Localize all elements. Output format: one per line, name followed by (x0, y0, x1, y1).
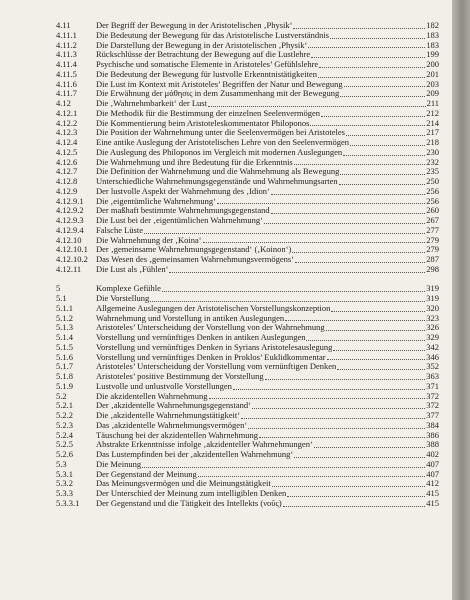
toc-entry-number: 4.12.6 (56, 157, 78, 167)
toc-entry-number: 4.12.1 (56, 108, 78, 118)
toc-entry-number: 4.12.2 (56, 118, 78, 128)
toc-entry[interactable] (56, 372, 439, 382)
toc-entry-page: 377 (426, 410, 439, 420)
toc-entry-page: 183 (426, 29, 439, 40)
toc-entry-page: 183 (426, 39, 439, 50)
toc-entry-page: 346 (426, 351, 439, 362)
dot-leader (333, 350, 425, 351)
dot-leader (292, 252, 425, 253)
toc-entry-page: 256 (426, 195, 439, 206)
dot-leader (339, 184, 426, 185)
toc-entry-title: Aristoteles’ positive Bestimmung der Vorstellung (96, 372, 264, 381)
dot-leader (294, 457, 425, 458)
toc-entry[interactable] (56, 401, 439, 411)
dot-leader (144, 233, 425, 234)
toc-entry-number: 4.11.4 (56, 60, 77, 69)
dot-leader (162, 291, 425, 292)
toc-entry-number: 5.2.5 (56, 440, 73, 450)
dot-leader (310, 125, 425, 126)
toc-entry-title: Die Definition der Wahrnehmung und die Wahrnehmung als Bewegung (96, 167, 340, 177)
toc-entry[interactable] (56, 80, 439, 90)
toc-entry-page: 329 (426, 332, 439, 342)
toc-entry-number: 5.2.4 (56, 430, 73, 440)
toc-entry-page: 277 (426, 224, 439, 235)
toc-entry[interactable] (56, 460, 439, 470)
toc-entry[interactable] (56, 206, 439, 216)
toc-entry[interactable] (56, 226, 439, 236)
toc-entry-page: 386 (426, 429, 439, 440)
dot-leader (169, 272, 425, 273)
toc-entry-page: 372 (426, 390, 439, 401)
toc-entry-title: Die Wahrnehmung der ‚Koina‘ (96, 235, 202, 245)
dot-leader (295, 262, 425, 263)
toc-entry[interactable] (56, 148, 439, 158)
toc-entry[interactable] (56, 489, 439, 499)
toc-entry[interactable] (56, 470, 439, 480)
toc-entry-title: Die Lust als ‚Fühlen‘ (96, 264, 169, 274)
toc-entry[interactable] (56, 362, 439, 372)
toc-entry-page: 260 (426, 205, 439, 216)
toc-entry-title: Die Auslegung des Philoponos im Vergleich mit modernen Auslegungen (96, 147, 343, 157)
dot-leader (326, 330, 426, 331)
toc-entry-number: 5.2.6 (56, 450, 73, 459)
dot-leader (248, 428, 425, 429)
toc-entry-page: 211 (426, 98, 439, 108)
toc-entry-page: 201 (426, 68, 439, 79)
toc-entry[interactable] (56, 431, 439, 441)
toc-entry[interactable] (56, 89, 439, 99)
dot-leader (217, 203, 425, 204)
toc-entry-page: 384 (426, 419, 439, 430)
toc-entry[interactable] (56, 158, 439, 168)
toc-entry-page: 326 (426, 322, 439, 333)
toc-entry[interactable] (56, 197, 439, 207)
toc-entry[interactable] (56, 167, 439, 177)
toc-entry[interactable] (56, 70, 439, 80)
dot-leader (287, 496, 425, 497)
toc-entry-number: 4.11.6 (56, 79, 77, 89)
dot-leader (306, 340, 425, 341)
toc-entry-page: 371 (426, 380, 439, 391)
dot-leader (314, 447, 425, 448)
toc-entry-page: 415 (426, 497, 439, 508)
toc-entry-number: 5.1.4 (56, 333, 73, 342)
toc-entry-page: 388 (426, 439, 439, 450)
toc-entry-page: 323 (426, 312, 439, 323)
toc-entry-page: 415 (426, 488, 439, 498)
toc-entry-page: 407 (426, 468, 439, 479)
toc-entry-page: 230 (426, 146, 439, 157)
toc-entry-number: 4.11.1 (56, 30, 77, 40)
toc-entry[interactable] (56, 343, 439, 353)
toc-entry-title: Die Darstellung der Bewegung in der Aristotelischen ‚Physik‘ (96, 40, 308, 50)
toc-entry-title: Der ‚akzidentelle Wahrnehmungsgegenstand‘ (96, 401, 251, 411)
toc-entry[interactable] (56, 31, 439, 41)
toc-entry-title: Das Wesen des ‚gemeinsamen Wahrnehmungsvermögens‘ (96, 255, 295, 264)
toc-entry-title: Allgemeine Auslegungen der Aristotelischen Vorstellungskonzeption (96, 303, 331, 313)
toc-entry-number: 4.12.3 (56, 128, 78, 138)
toc-entry-number: 5.1 (56, 294, 67, 303)
toc-entry-number: 5.1.5 (56, 342, 73, 352)
toc-entry-title: Die Position der Wahrnehmung unter die Seelenvermögen bei Aristoteles (96, 128, 345, 138)
toc-entry-number: 4.11 (56, 21, 71, 30)
toc-entry-title: Die ‚akzidentelle Wahrnehmungstätigkeit‘ (96, 411, 241, 420)
toc-entry-number: 5.2.3 (56, 420, 73, 430)
toc-entry-page: 214 (426, 117, 439, 128)
toc-entry-number: 5.1.6 (56, 352, 73, 362)
dot-leader (271, 213, 426, 214)
toc-entry-title: Täuschung bei der akzidentellen Wahrnehmung (96, 430, 259, 440)
dot-leader (272, 486, 426, 487)
toc-entry-number: 4.12.9.3 (56, 216, 84, 225)
toc-entry-title: Die Lust bei der ‚eigentümlichen Wahrnehmung‘ (96, 216, 263, 225)
toc-entry[interactable] (56, 294, 439, 304)
toc-entry[interactable] (56, 314, 439, 324)
dot-leader (265, 379, 426, 380)
toc-entry[interactable] (56, 128, 439, 138)
toc-entry-page: 199 (426, 49, 439, 60)
dot-leader (327, 359, 426, 360)
toc-entry[interactable] (56, 265, 439, 275)
dot-leader (233, 389, 425, 390)
toc-entry-title: Die Erwähnung der μάθησις in dem Zusammenhang mit der Bewegung (96, 89, 340, 99)
dot-leader (142, 467, 425, 468)
toc-entry-title: Der Unterschied der Meinung zum intelligiblen Denken (96, 489, 287, 498)
toc-entry-title: Rückschlüsse der Betrachtung der Bewegung auf die Lustlehre (96, 50, 311, 60)
toc-entry-title: Der lustvolle Aspekt der Wahrnehmung des ‚Idion‘ (96, 186, 270, 196)
toc-entry[interactable] (56, 138, 439, 148)
toc-entry-title: Vorstellung und vernünftiges Denken in antiken Auslegungen (96, 333, 306, 342)
dot-leader (203, 242, 426, 243)
toc-entry[interactable] (56, 236, 439, 246)
toc-entry-number: 4.12.9.1 (56, 196, 84, 206)
toc-entry-number: 5.3 (56, 459, 67, 469)
toc-entry-number: 4.12.9.2 (56, 206, 84, 216)
dot-leader (208, 106, 426, 107)
toc-entry-page: 319 (426, 283, 439, 294)
toc-entry-number: 5.3.1 (56, 469, 73, 479)
toc-entry-page: 298 (426, 263, 439, 274)
toc-entry-number: 4.12.9.4 (56, 225, 84, 235)
dot-leader (209, 398, 426, 399)
toc-entry-number: 4.12.5 (56, 147, 78, 157)
toc-entry-page: 182 (426, 20, 439, 30)
toc-entry-number: 4.12.4 (56, 138, 78, 147)
toc-entry-title: Der Begriff der Bewegung in der Aristotelischen ‚Physik‘ (96, 21, 293, 30)
dot-leader (344, 86, 426, 87)
toc-entry-number: 5.2.2 (56, 411, 73, 420)
toc-entry-page: 412 (426, 478, 439, 489)
toc-entry-title: Der Gegenstand und die Tätigkeit des Intellekts (νοῦς) (96, 498, 282, 508)
toc-entry[interactable] (56, 304, 439, 314)
table-of-contents (56, 21, 439, 509)
toc-entry[interactable] (56, 255, 439, 265)
toc-entry-title: Die Lust im Kontext mit Aristoteles’ Begriffen der Natur und Bewegung (96, 79, 343, 89)
toc-entry-page: 320 (426, 302, 439, 313)
toc-entry[interactable] (56, 119, 439, 129)
toc-entry-title: Vorstellung und vernünftiges Denken in Syrians Aristotelesauslegung (96, 342, 333, 352)
toc-entry-number: 4.12 (56, 99, 71, 108)
toc-entry-page: 342 (426, 341, 439, 352)
toc-entry-page: 407 (426, 458, 439, 469)
toc-entry-title: Die Wahrnehmung und ihre Bedeutung für die Erkenntnis (96, 157, 293, 167)
dot-leader (319, 67, 425, 68)
toc-entry[interactable] (56, 50, 439, 60)
toc-entry-page: 279 (426, 234, 439, 245)
toc-entry-page: 200 (426, 59, 439, 69)
toc-entry[interactable] (56, 411, 439, 421)
toc-entry-number: 5.1.2 (56, 313, 73, 323)
toc-entry-number: 5.3.2 (56, 479, 73, 489)
toc-entry-page: 217 (426, 127, 439, 138)
toc-entry[interactable] (56, 353, 439, 363)
toc-entry-title: Die ‚Wahrnehmbarkeit‘ der Lust (96, 99, 207, 108)
toc-entry-title: Die ‚eigentümliche Wahrnehmung‘ (96, 196, 217, 206)
toc-entry-title: Aristoteles’ Unterscheidung der Vorstellung vom vernünftigen Denken (96, 362, 337, 372)
dot-leader (198, 476, 425, 477)
toc-entry-title: Der ‚gemeinsame Wahrnehmungsgegenstand‘ (‚Koinon‘) (96, 245, 292, 255)
dot-leader (283, 506, 426, 507)
toc-entry-number: 4.12.7 (56, 167, 78, 177)
toc-entry-title: Das ‚akzidentelle Wahrnehmungsvermögen‘ (96, 420, 248, 430)
toc-entry[interactable] (56, 177, 439, 187)
toc-entry-page: 267 (426, 215, 439, 225)
toc-entry-title: Aristoteles’ Unterscheidung der Vorstellung von der Wahrnehmung (96, 323, 325, 333)
toc-entry[interactable] (56, 499, 439, 509)
toc-entry-number: 4.12.9 (56, 186, 78, 196)
dot-leader (259, 437, 425, 438)
toc-entry[interactable] (56, 392, 439, 402)
toc-entry-page: 209 (426, 88, 439, 99)
toc-entry-number: 5 (56, 284, 61, 294)
toc-entry[interactable] (56, 99, 439, 109)
toc-entry-number: 5.2 (56, 391, 67, 401)
dot-leader (337, 369, 425, 370)
section-gap (56, 275, 439, 285)
book-spine-shadow (452, 0, 470, 600)
toc-entry-page: 279 (426, 244, 439, 255)
dot-leader (321, 116, 425, 117)
toc-entry-title: Falsche Lüste (96, 225, 143, 235)
toc-entry-number: 5.1.1 (56, 303, 73, 313)
toc-entry-page: 203 (426, 78, 439, 89)
toc-entry[interactable] (56, 60, 439, 70)
toc-entry-number: 4.12.11 (56, 264, 82, 274)
toc-entry[interactable] (56, 479, 439, 489)
toc-entry-title: Der Gegenstand der Meinung (96, 469, 197, 479)
toc-entry-title: Wahrnehmung und Vorstellung in antiken Auslegungen (96, 313, 285, 323)
toc-entry-title: Das Lustempfinden bei der ‚akzidentellen Wahrnehmung‘ (96, 450, 294, 459)
dot-leader (350, 145, 425, 146)
toc-entry[interactable] (56, 421, 439, 431)
toc-entry-number: 4.11.7 (56, 89, 77, 99)
toc-entry-page: 250 (426, 176, 439, 186)
dot-leader (271, 194, 425, 195)
toc-entry-page: 287 (426, 254, 439, 264)
toc-entry-title: Die Methodik für die Bestimmung der einzelnen Seelenvermögen (96, 108, 321, 118)
toc-entry[interactable] (56, 187, 439, 197)
toc-entry-number: 5.1.3 (56, 323, 73, 333)
toc-entry[interactable] (56, 450, 439, 460)
dot-leader (308, 47, 425, 48)
toc-entry-number: 5.1.8 (56, 372, 73, 381)
toc-entry-title: Das Meinungsvermögen und die Meinungstätigkeit (96, 479, 271, 489)
dot-leader (293, 28, 425, 29)
toc-entry-title: Psychische und somatische Elemente in Aristoteles’ Gefühlslehre (96, 60, 319, 69)
toc-entry-number: 5.2.1 (56, 401, 73, 411)
toc-entry-number: 5.1.9 (56, 381, 73, 391)
toc-entry-number: 4.11.3 (56, 50, 77, 60)
dot-leader (252, 408, 425, 409)
dot-leader (331, 311, 425, 312)
toc-entry-page: 232 (426, 156, 439, 167)
toc-entry[interactable] (56, 440, 439, 450)
toc-entry-title: Die Bedeutung der Bewegung für das Aristotelische Lustverständnis (96, 30, 329, 40)
toc-entry-page: 363 (426, 371, 439, 381)
dot-leader (311, 57, 425, 58)
toc-entry-page: 402 (426, 449, 439, 459)
toc-entry-page: 256 (426, 185, 439, 196)
toc-entry-page: 212 (426, 107, 439, 118)
toc-entry-title: Lustvolle und unlustvolle Vorstellungen (96, 381, 232, 391)
toc-entry[interactable] (56, 245, 439, 255)
toc-entry-number: 4.12.10 (56, 235, 82, 245)
toc-entry-title: Abstrakte Erkenntnisse infolge ‚akzidenteller Wahrnehmungen‘ (96, 440, 313, 450)
dot-leader (343, 155, 425, 156)
toc-entry-number: 5.1.7 (56, 362, 73, 372)
toc-entry[interactable] (56, 382, 439, 392)
toc-entry[interactable] (56, 216, 439, 226)
dot-leader (285, 320, 425, 321)
dot-leader (340, 96, 425, 97)
toc-entry-title: Die Vorstellung (96, 294, 150, 303)
toc-entry[interactable] (56, 284, 439, 294)
dot-leader (330, 38, 425, 39)
toc-entry-page: 235 (426, 166, 439, 177)
toc-entry[interactable] (56, 109, 439, 119)
dot-leader (294, 164, 426, 165)
dot-leader (318, 77, 425, 78)
dot-leader (346, 135, 425, 136)
dot-leader (340, 174, 425, 175)
dot-leader (241, 418, 425, 419)
toc-entry-title: Vorstellung und vernünftiges Denken in Proklos’ Euklidkommentar (96, 352, 326, 362)
toc-entry[interactable] (56, 323, 439, 333)
toc-entry-number: 4.11.2 (56, 40, 77, 50)
toc-entry-number: 4.12.10.1 (56, 245, 88, 255)
toc-entry-number: 5.3.3 (56, 489, 73, 498)
toc-entry-title: Die akzidentellen Wahrnehmung (96, 391, 208, 401)
toc-entry-number: 5.3.3.1 (56, 498, 80, 508)
toc-entry-title: Die Meinung (96, 459, 142, 469)
dot-leader (150, 301, 425, 302)
toc-entry-page: 352 (426, 361, 439, 372)
toc-entry-title: Die Bedeutung der Bewegung für lustvolle Erkenntnistätigkeiten (96, 69, 317, 79)
toc-entry-title: Komplexe Gefühle (96, 284, 161, 294)
toc-entry-number: 4.12.10.2 (56, 255, 88, 264)
toc-entry[interactable] (56, 21, 439, 31)
toc-entry-number: 4.11.5 (56, 69, 77, 79)
toc-entry-title: Der maßhaft bestimmte Wahrnehmungsgegenstand (96, 206, 270, 216)
dot-leader (264, 223, 425, 224)
toc-entry-page: 372 (426, 400, 439, 411)
toc-entry-page: 319 (426, 293, 439, 303)
toc-entry-title: Die Kommentierung beim Aristoteleskommentator Philoponos (96, 118, 310, 128)
toc-entry-number: 4.12.8 (56, 177, 78, 186)
toc-entry[interactable] (56, 333, 439, 343)
toc-entry-title: Unterschiedliche Wahrnehmungsgegenstände und Wahrnehmungsarten (96, 177, 338, 186)
toc-entry-title: Eine antike Auslegung der Aristotelischen Lehre von den Seelenvermögen (96, 138, 350, 147)
toc-entry-page: 218 (426, 137, 439, 147)
toc-entry[interactable] (56, 41, 439, 51)
